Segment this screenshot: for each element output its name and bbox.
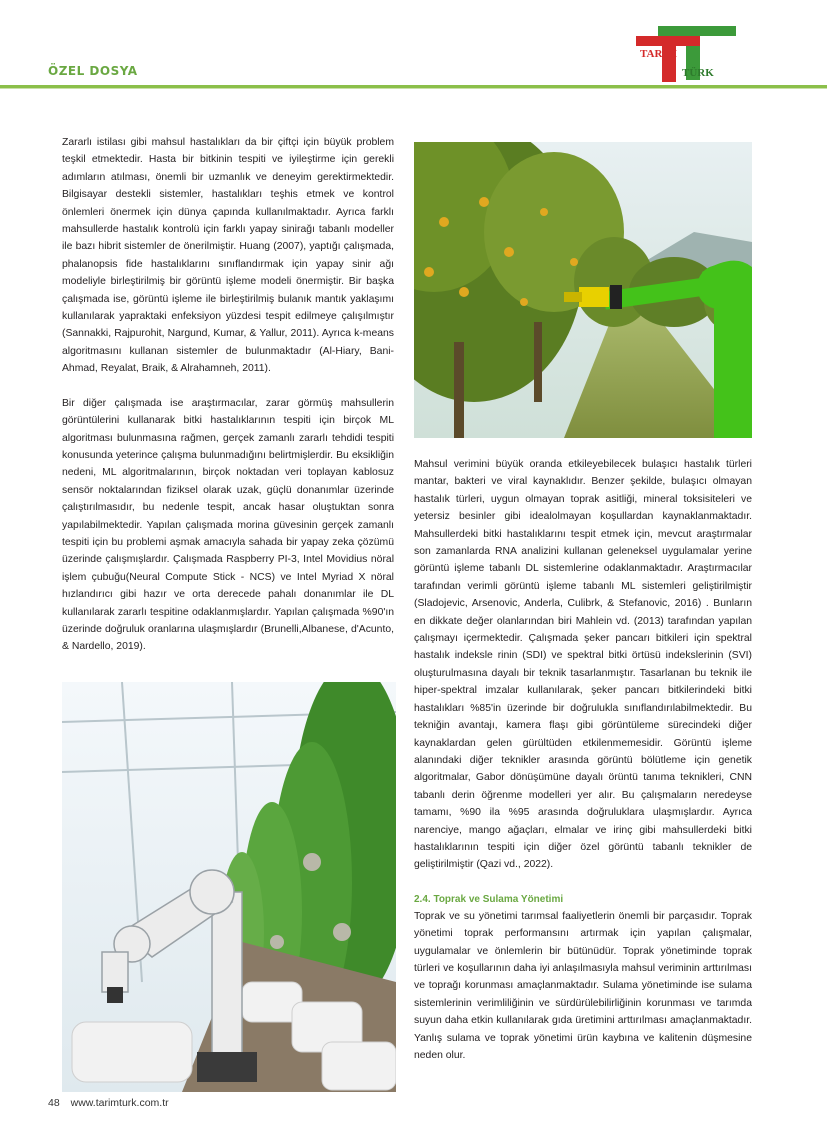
greenhouse-robot-photo: [62, 682, 396, 1092]
logo-text-top: TARIM: [640, 48, 678, 60]
header-rule-light: [0, 88, 827, 89]
left-column: [62, 134, 394, 656]
right-paragraph-2: Toprak ve su yönetimi tarımsal faaliyetlerin önemli bir parçasıdır. Toprak yönetimi toprak performansını artırmak için yapılan çalışmalar, uygulamalar ve önlemlerin bir bütünüdür. Toprak yönetiminde toprak türleri ve koşullarının daha iyi anlaşılmasıyla mahsul veriminin arttırılması ve toprağı korunması amaçlanmaktadır. Sulama yönetiminde ise sulama sistemlerinin verimliliğinin ve sürdürülebilirliğinin korunması ve tarımda suyun daha etkin kullanılarak gıda üretimini arttırılması amaçlanmaktadır. Yanlış sulama ve toprak yönetimi ürün kaybına ve kalitenin düşmesine neden olur.: [414, 910, 752, 1061]
tarimturk-logo: [636, 26, 738, 82]
page-footer: [48, 1097, 169, 1109]
right-column: [414, 456, 752, 1064]
left-paragraph-2: Bir diğer çalışmada ise araştırmacılar, zarar görmüş mahsullerin görüntülerini kullanarak bitki hastalıklarının tespiti için birçok ML algoritması bulunmasına rağmen, gerçek zamanlı zararlı tehdidi tespiti konusunda yeterince çalışma bulunmadığını belirtmişlerdir. Bu eksikliğin nedeni, ML algoritmalarının, birçok noktadan veri toplayan kablosuz sensör noktalarından fiziksel olarak uzak, güçlü donanımlar üzerinde çalıştırılmasıdır, bu nedenle tespit, ancak hasar oluştuktan sonra yapılabilmektedir. Yapılan çalışmada morina güvesinin gerçek zamanlı tespiti için bu problemi aşmak amacıyla sahada bir yapay zeka çözümü üzerinde çalışmışlardır. Çalışmada Raspberry PI-3, Intel Movidius nöral işlem çubuğu(Neural Compute Stick - NCS) ve Intel Myriad X nöral hızlandırıcı gibi hazır ve orta derecede pahalı donanımlar ile DL kullanılarak zararlı tespitine odaklanmışlardır. Yapılan çalışmada %90'ın üzerinde doğruluk oranlarına ulaşmışlardır (Brunelli,Albanese, d'Acunto, & Nardello, 2019).: [62, 397, 394, 653]
website-link[interactable]: www.tarimturk.com.tr: [70, 1097, 169, 1109]
logo-text-bottom: TÜRK: [682, 67, 714, 79]
right-paragraph-1: Mahsul verimini büyük oranda etkileyebilecek bulaşıcı hastalık türleri mantar, bakteri ve viral kaynaklıdır. Benzer şekilde, bulaşıcı olmayan hastalık türleri, uygun olmayan toprak asitliği, mineral toksisiteleri ve yetersiz besinler gibi idealolmayan koşullardan kaynaklanmaktadır. Mahsullerdeki bitki hastalıklarını tespit etmek için, mevcut araştırmalar son zamanlarda RNA analizini kullanan geleneksel uygulamalar yerine görüntü işleme tabanlı DL sistemlerine odaklanmaktadır. Araştırmacılar tarafından verimli görüntü işleme tabanlı ML sistemleri geliştirilmiştir (Sladojevic, Arsenovic, Anderla, Culibrk, & Stefanovic, 2016) . Bunların en dikkate değer olanlarından biri Mahlein vd. (2013) tarafından yapılan çalışmayı içermektedir. Çalışmada şeker pancarı bitkileri için spektral hastalık indeksle rinin (SDI) ve spektral bitki örtüsü indekslerinin (SVI) oluşturulmasına dayalı bir teknik tasarlanmıştır. Tasarlanan bu teknik ile hiper-spektral imzalar kullanılarak, şeker pancarı bitkilerindeki bitki hastalıkları %85'in üzerinde bir doğrulukla sınıflandırılabilmektedir. Bu tekniğin avantajı, kamera flaşı gibi görüntüleme sürecindeki diğer kaynaklardan gelen gürültüden etkilenmemesidir. Görüntü işleme alanındaki diğer teknikler arasında görüntü bölütleme için genetik algoritmalar, Gabor dönüşümüne dayalı örüntü tanıma teknikleri, CNN tabanlı derin öğrenme modelleri yer alır. Bu çalışmaların neredeyse tamamı, %90 ila %95 arasında doğruluklara ulaşmışlardır. Ayrıca narenciye, mango ağaçları, elmalar ve irinç gibi mahsullerdeki bitki hastalıklarının tespiti için diğer özel görüntü tabanlı teknikler de geliştirilmiştir (Qazi vd., 2022).: [414, 459, 752, 871]
subheading-soil-irrigation: 2.4. Toprak ve Sulama Yönetimi: [414, 893, 564, 905]
orchard-robot-photo: [414, 142, 752, 438]
section-title: ÖZEL DOSYA: [48, 64, 138, 78]
left-paragraph-1: Zararlı istilası gibi mahsul hastalıkları da bir çiftçi için büyük problem teşkil etmektedir. Hasta bir bitkinin tespiti ve iyileştirme için gerekli adımların atılması, önemli bir uzmanlık ve deneyim gerektirmektedir. Bilgisayar destekli sistemler, hastalıkları teşhis etmek ve kontrol önlemleri önermek için dünya çapında kullanılmaktadır. Ayrıca farklı mahsullerde hastalık kontrolü için farklı yapay sinirağı tabanlı modeller ile bazı hibrit sistemler de önerilmiştir. Huang (2007), yaptığı çalışmada, phalanopsis fide hastalıklarını sınıflandırmak için yapay sinir ağı modeliyle birleştirilmiş bir görüntü işleme modeli önermiştir. Bir başka çalışmada ise, görüntü işleme ile birleştirilmiş bulanık mantık yaklaşımı kullanılarak yapraktaki enfeksiyon yüzdesi tespit edilmeye çalışılmıştır (Sannakki, Rajpurohit, Nargund, Kumar, & Yallur, 2011). Ayrıca k-means algoritmasını kullanan sistemler de bulunmaktadır (Al-Hiary, Bani-Ahmad, Reyalat, Braik, & Alrahamneh, 2011).: [62, 137, 394, 375]
page-number: 48: [48, 1097, 60, 1109]
